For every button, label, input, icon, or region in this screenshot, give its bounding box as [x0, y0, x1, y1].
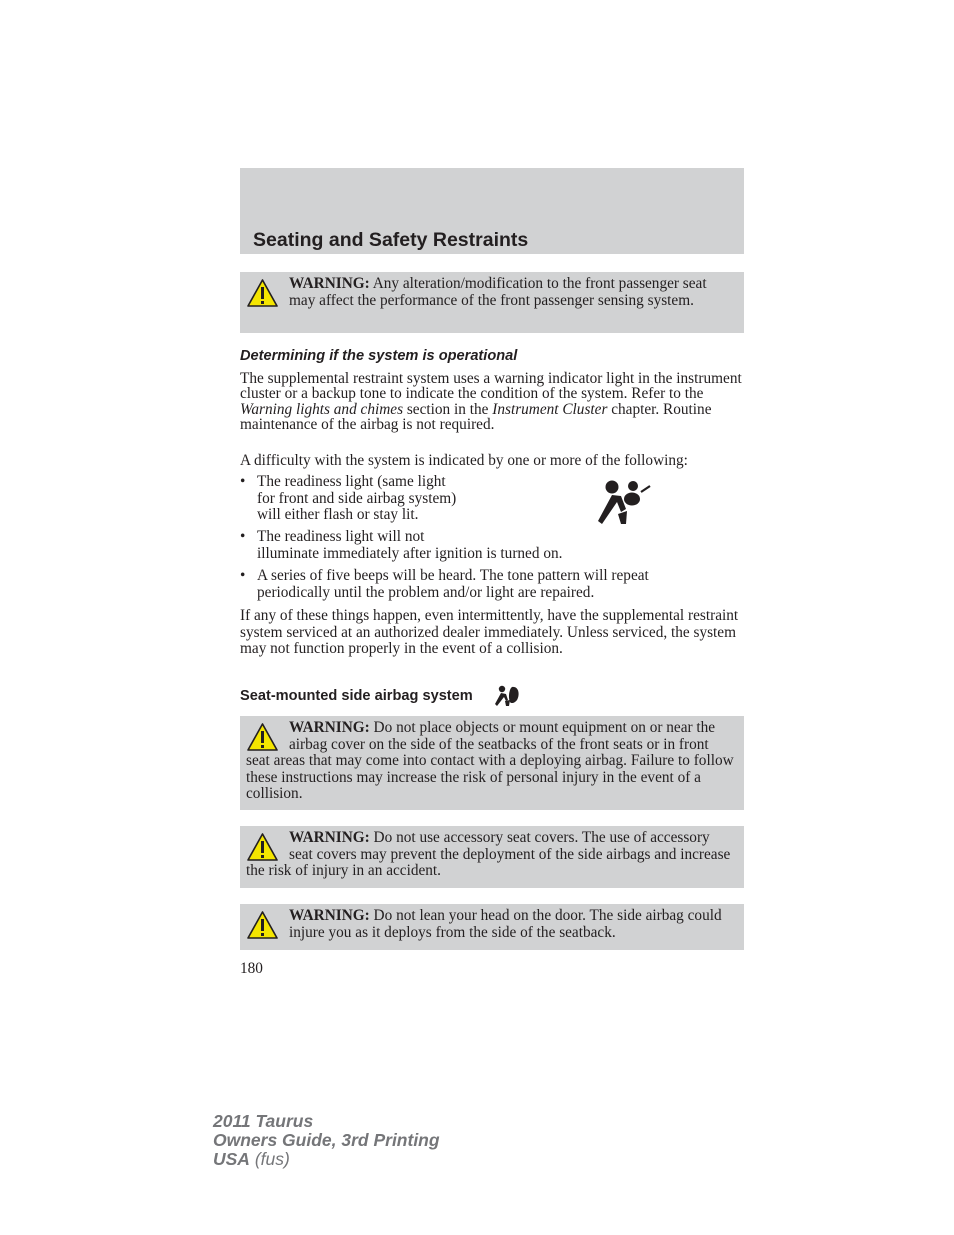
condition-paragraph: A difficulty with the system is indicated by one or more of the following: — [240, 452, 688, 469]
warning-text: Any alteration/modification to the front passenger seat may affect the performance of the front passenger sensing system. — [289, 275, 707, 309]
list-item: • The readiness light (same light for front and side airbag system) will either flash or stay lit. — [240, 473, 457, 523]
warning-box — [240, 272, 744, 333]
section-header — [240, 168, 744, 254]
intro-paragraph: The supplemental restraint system uses a warning indicator light in the instrument cluster or a backup tone to indicate the condition of the system. Refer to the Warning lights and chimes section in the Instrument Cluster chapter. Routine maintenance of the airbag is not required. — [240, 370, 742, 433]
list-item: • The readiness light will not illuminate immediately after ignition is turned on. — [240, 528, 563, 562]
warning-box — [240, 904, 744, 950]
service-paragraph: If any of these things happen, even intermittently, have the supplemental restraint system serviced at an authorized dealer immediately. Unless serviced, the system may not function properly in the event of a collision. — [240, 607, 739, 657]
warning-text: Do not place objects or mount equipment on or near the airbag cover on the side of the seatbacks of the front seats or in front seat areas that may come into contact with a deploying airbag. Failure to follow these instructions may increase the risk of personal injury in the event of a collision. — [246, 719, 734, 802]
footer-line: 2011 Taurus — [213, 1111, 314, 1131]
warning-triangle-icon — [246, 910, 279, 940]
airbag-readiness-icon — [596, 478, 652, 526]
warning-text: Do not lean your head on the door. The side airbag could injure you as it deploys from the side of the seatback. — [289, 907, 722, 941]
footer-line: USA (fus) — [213, 1149, 290, 1169]
side-airbag-icon — [495, 685, 521, 707]
warning-triangle-icon — [246, 722, 279, 752]
section-heading: Seat-mounted side airbag system — [240, 688, 473, 704]
warning-triangle-icon — [246, 832, 279, 862]
list-item: • A series of five beeps will be heard. The tone pattern will repeat periodically until the problem and/or light are repaired. — [240, 567, 649, 601]
warning-triangle-icon — [246, 278, 279, 308]
warning-text: Do not use accessory seat covers. The use of accessory seat covers may prevent the deployment of the side airbags and increase the risk of injury in an accident. — [246, 829, 731, 879]
warning-box — [240, 716, 744, 810]
warning-box — [240, 826, 744, 888]
warning-label: WARNING: — [289, 907, 370, 924]
section-heading: Determining if the system is operational — [240, 348, 518, 364]
page-title: Seating and Safety Restraints — [253, 229, 529, 251]
warning-label: WARNING: — [289, 719, 370, 736]
footer-line: Owners Guide, 3rd Printing — [213, 1130, 440, 1150]
page-number: 180 — [240, 960, 263, 977]
warning-label: WARNING: — [289, 275, 370, 292]
warning-label: WARNING: — [289, 829, 370, 846]
footer — [213, 1112, 440, 1169]
